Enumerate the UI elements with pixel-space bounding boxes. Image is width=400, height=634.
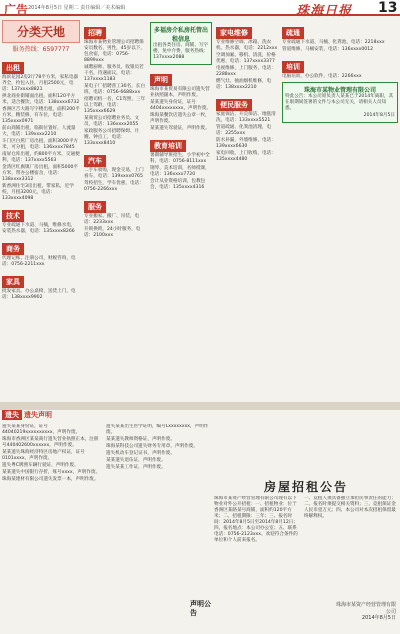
rental-notice-body-2: 一、竞租人须具备独立承担民事责任的能力；二、报名时须提交相关资料；三、竞租保证金人民币壹万元；四、本公司对本次招租保留最终解释权。 [304,496,396,519]
company-notice-box [282,82,398,123]
lost-item: 某某遗失中国银行存折，账号xxxx，声明作废。 [2,470,101,475]
ad-item: 海滨花园2房2厅78平方米，家私电器齐全，拎包入住，月租2500元，电话：137xxxx8821 [2,75,79,92]
lost-title: 遗失声明 [24,411,52,419]
ad-item: 批发家具、办公桌椅，送货上门，电话：138xxxx9902 [2,289,76,300]
lost-column-mid [106,424,210,600]
ad-item: 珠海市某贸易有限公司遗失营业执照副本，声明作废。 [150,87,210,98]
section-notice: 声明 [150,74,172,86]
section-jobs: 招聘 [84,27,106,39]
section-education: 教育培训 [150,140,186,152]
company-notice-title: 珠海市某物业管理有限公司 [303,87,376,94]
column-notices [150,20,212,406]
section-business: 商务 [2,243,24,255]
section-tech: 技术 [2,210,24,222]
lost-column-left [2,424,102,630]
lost-item: 某某遗失珠海经济特区房地产权证，证号0101xxxx，声明作废。 [2,450,85,461]
ad-item: 拱北商业街铺面出租，面积120平方米，适合餐饮，电话：138xxxx6732 [2,94,80,105]
ad-item: 某商贸公司招聘业务员、文员，电话：136xxxx2055 [84,116,140,127]
section-auto: 汽车 [84,155,106,167]
column-cleaning [282,20,398,406]
lost-item: 珠海市香洲区某某商行遗失营业执照正本，注册号440402600xxxxxx，声明作废。 [2,437,99,448]
lost-item: 遗失粤C牌照车辆行驶证，声明作废。 [2,463,79,468]
ad-item: 香洲区吉大路写字楼出租，面积200平方米，精装修，有车位，电话：135xxxx0971 [2,107,80,124]
column-appliance [216,20,278,406]
rental-notice-body: 珠海市某资产经营管理有限公司现有以下物业对外公开招租：一、招租物业：位于香洲区某路某号商铺，面积约120平方米；二、招租期限：三年；三、报名时间：2014年8月5日至2014年8月12日；四、报名地点：本公司办公室；五、联系电话：0756-2123xxx。欢迎符合条件的单位和个人前来报名。 [214,496,298,543]
ad-item: 家政服务公司招聘保姆、月嫂、钟点工，电话：133xxxx8410 [84,129,140,146]
ad-item: 会计从业资格培训，包教包会，电话：135xxxx4316 [150,179,206,190]
hotline: 服务热线：6597777 [12,46,70,53]
ad-item: 南屏仓库出租，约800平方米，交通便利，电话：137xxxx5563 [2,152,80,163]
section-cleaning: 疏通 [282,27,304,39]
ad-item: 珠海市某物业管理公司招聘保安员数名，男性，45岁以下，包食宿，电话：0756-8899xxx [84,40,145,63]
ad-item: 专业搬家、搬厂、吊装，电话：2233xxx [84,214,140,225]
ad-item: 管道疏通、化粪池清理，电话：2255xxx [216,125,272,136]
lost-item: 某某遗失教师资格证，声明作废。 [106,437,175,442]
ad-item: 燃气灶、抽油烟机维修，电话：138xxxx2210 [216,79,272,90]
ad-item: 诚聘厨师、服务员、收银员若干名，待遇面议，电话：137xxxx1183 [84,65,144,82]
ad-item: 新香洲住宅3房出租，带家私，近学校，月租3200元，电话：133xxxx4098 [2,184,74,201]
lost-label: 遗失 [2,410,22,420]
ad-item: 某电子厂招聘普工30名，长白班，电话：0756-6688xxx [84,84,145,95]
ad-item: 专业疏通下水道、马桶，维修水电，安装热水器，电话：135xxxx8266 [2,223,76,234]
rental-box-title: 多福房介私房托管出租信息 [153,27,208,43]
lost-item: 遗失某某工作证，声明作废。 [106,465,166,470]
ad-item: 管道维修，马桶安装，电话：136xxxx0012 [282,47,374,52]
lost-item: 珠海某建材有限公司遗失发票一本，声明作废。 [2,477,99,482]
ad-item: 二手车收购，现金交易，上门看车，电话：139xxxx0765 [84,168,144,179]
page-header [0,0,400,19]
ad-item: 家电回收，上门收购，电话：135xxxx4480 [216,151,276,162]
lost-item: 珠海某科技公司遗失财务专用章，声明作废。 [106,444,198,449]
section-appliance: 家电维修 [216,27,252,39]
ad-item: 钢琴、美术培训，名师授课，电话：136xxxx7720 [150,166,210,177]
ad-item: 暑期辅导班招生，小学初中全科，电话：0756-8111xxx [150,153,210,164]
ad-item: 斗门区白蕉厂房出租，面积3000平方米，可分租，电话：136xxxx7845 [2,139,79,150]
date-line: 2014年8月5日 星期二 责任编辑／美术编辑 [28,5,126,11]
lost-item: 遗失某某身份证，证号44040219xxxxxxxxxx，声明作废。 [2,424,81,435]
ad-item: 家庭保洁、开荒保洁、地毯清洗，电话：133xxxx5521 [216,112,276,123]
rental-box-text: 出租各类住房、商铺、写字楼，免中介费，服务热线：137xxxx2088 [153,43,209,60]
ad-item: 空调加氟、移机、清洗，价格优惠，电话：137xxxx3377 [216,53,276,64]
page-number: 13 [378,0,398,16]
company-notice-text: 特此公告：本公司原负责人某某已于2014年离职，其在职期间签署的文件与本公司无关，请相关人员知悉。 [285,94,394,111]
classified-banner: 分类天地 [2,20,80,43]
newspaper-logo: 珠海日报 [296,4,353,19]
ad-item: 电视维修，上门服务，电话：2288xxx [216,66,276,77]
section-services: 便民服务 [216,99,252,111]
ad-item: 电脑培训，办公软件，电话：2266xxx [282,74,362,79]
ad-item: 驾校招生，学车优惠，电话：0756-2266xxx [84,181,144,192]
ad-item: 招聘司机一名，C1驾照，三年以上驾龄，电话：135xxxx6629 [84,97,146,114]
lost-item: 遗失机动车登记证书，声明作废。 [106,451,175,456]
company-notice-date: 2014年8月5日 [363,113,395,118]
lost-item: 遗失某某出生医学证明，编号Lxxxxxxxx，声明作废。 [106,424,209,435]
ad-item: 开锁换锁，24小时服务，电话：2100xxx [84,227,141,238]
side-stamp: 声明公告 [190,600,211,617]
ad-item: 专业维修空调、冰箱、洗衣机、热水器，电话：2212xxx [216,40,278,51]
column-classified [2,20,80,406]
rental-box-ad [150,22,212,65]
notice-signature [336,602,396,622]
lost-item: 某某遗失退伍证，声明作废。 [106,458,166,463]
section-rent: 出租 [2,62,24,74]
ad-item: 专业疏通下水道、马桶、化粪池，电话：2218xxx [282,40,385,45]
section-training: 培训 [282,61,304,73]
section-title: 广告 [4,3,29,17]
ad-item: 珠海某餐饮店遗失公章一枚，声明作废。 [150,113,210,124]
section-furniture: 家具 [2,276,24,288]
column-jobs [84,20,146,406]
ad-item: 某某遗失驾驶证，声明作废。 [150,126,210,131]
ad-item: 代理记账、注册公司，财税咨询，电话：0756-2211xxx [2,256,76,267]
ad-item: 金湾区红旗镇厂房出租，面积5000平方米，带办公楼宿舍，电话：138xxxx3312 [2,165,79,182]
ad-item: 某某遗失身份证，证号4404xxxxxxxx，声明作废。 [150,100,212,111]
rental-notice-title: 房屋招租公告 [263,480,348,494]
ad-item: 防水补漏，外墙维修，电话：139xxxx6630 [216,138,276,149]
section-service: 服务 [84,201,106,213]
ad-item: 前山商铺出租，临街位置好，人流量大，电话：139xxxx2210 [2,126,76,137]
signature-date: 2014年8月5日 [361,615,396,621]
signature-company: 珠海市某资产经营管理有限公司 [336,602,397,615]
divider-band [0,402,400,410]
